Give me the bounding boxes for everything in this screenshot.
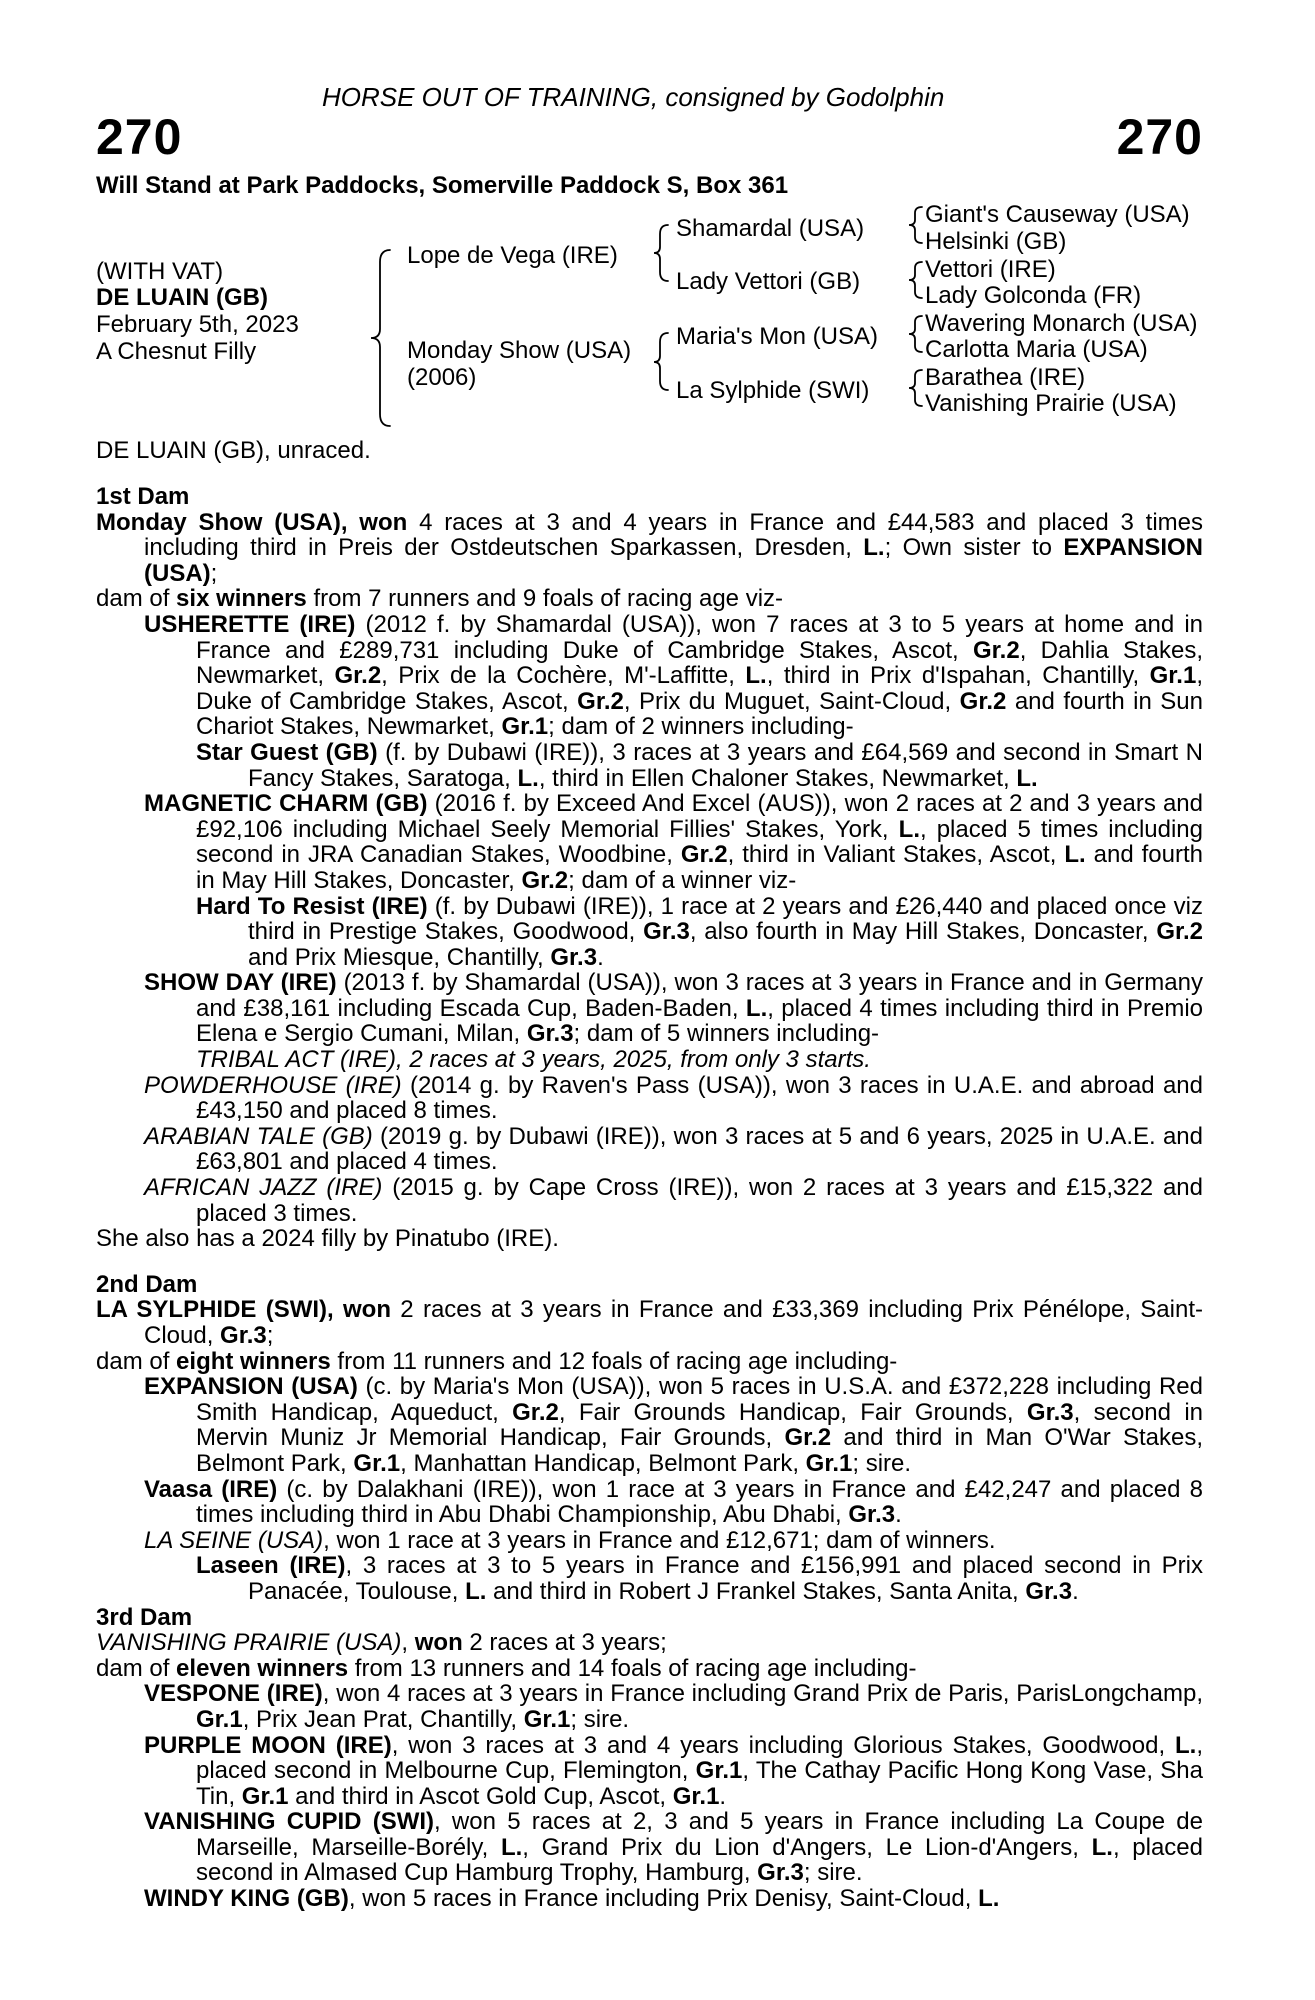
pedigree-dsd: Carlotta Maria (USA) <box>925 336 1148 363</box>
produce-vanishing-cupid: VANISHING CUPID (SWI), won 5 races at 2, 3 and 5 years in France including La Coupe de Marseille, Marseille-Borély, L., Grand Prix du Lion d'Angers, Le Lion-d'Angers, L., placed second in Almased Cup Hamburg Trophy, Hamburg, Gr.3; sire. <box>144 1808 1203 1887</box>
bracket-dam <box>654 333 668 390</box>
first-dam-note: She also has a 2024 filly by Pinatubo (IRE). <box>96 1225 559 1253</box>
produce-vespone: VESPONE (IRE), won 4 races at 3 years in France including Grand Prix de Paris, ParisLongchamp, Gr.1, Prix Jean Prat, Chantilly, Gr.1; sire. <box>144 1680 1203 1733</box>
produce-tribal-act: TRIBAL ACT (IRE), 2 races at 3 years, 2025, from only 3 starts. <box>196 1046 871 1074</box>
pedigree-ds: Maria's Mon (USA) <box>676 323 878 350</box>
produce-purple-moon: PURPLE MOON (IRE), won 3 races at 3 and 4 years including Glorious Stakes, Goodwood, L., placed second in Melbourne Cup, Flemington, Gr.1, The Cathay Pacific Hong Kong Vase, Sha Tin, Gr.1 and third in Ascot Gold Cup, Ascot, Gr.1. <box>144 1731 1204 1810</box>
produce-african-jazz: AFRICAN JAZZ (IRE) (2015 g. by Cape Cross (IRE)), won 2 races at 3 years and £15,322 and placed 3 times. <box>144 1174 1203 1227</box>
second-dam-summary: LA SYLPHIDE (SWI), won 2 races at 3 years in France and £33,369 including Prix Pénélope, Saint-Cloud, Gr.3; <box>96 1296 1203 1349</box>
produce-la-seine: LA SEINE (USA), won 1 race at 3 years in France and £12,671; dam of winners. <box>144 1526 996 1554</box>
third-dam-produce-intro: dam of eleven winners from 13 runners and 14 foals of racing age including- <box>96 1654 917 1682</box>
pedigree-dam: Monday Show (USA) <box>407 337 632 364</box>
lot-number-left: 270 <box>96 109 183 165</box>
produce-show-day: SHOW DAY (IRE) (2013 f. by Shamardal (USA)), won 3 races at 3 years in France and in Germany and £38,161 including Escada Cup, Baden-Baden, L., placed 4 times including third in Premio Elena e Sergio Cumani, Milan, Gr.3; dam of 5 winners including- <box>144 969 1203 1048</box>
horse-description: A Chesnut Filly <box>96 338 257 365</box>
bracket-dd <box>909 370 922 406</box>
produce-laseen: Laseen (IRE), 3 races at 3 to 5 years in France and £156,991 and placed second in Prix Panacée, Toulouse, L. and third in Robert J Frankel Stakes, Santa Anita, Gr.3. <box>196 1552 1203 1605</box>
third-dam-heading: 3rd Dam <box>96 1603 193 1631</box>
third-dam-summary: VANISHING PRAIRIE (USA), won 2 races at 3 years; <box>96 1629 667 1657</box>
first-dam-summary: Monday Show (USA), won 4 races at 3 and 4 years in France and £44,583 and placed 3 times including third in Preis der Ostdeutschen Sparkassen, Dresden, L.; Own sister to EXPANSION (USA); <box>96 508 1203 587</box>
produce-magnetic-charm: MAGNETIC CHARM (GB) (2016 f. by Exceed And Excel (AUS)), won 2 races at 2 and 3 years and £92,106 including Michael Seely Memorial Fillies' Stakes, York, L., placed 5 times including second in JRA Canadian Stakes, Woodbine, Gr.2, third in Valiant Stakes, Ascot, L. and fourth in May Hill Stakes, Doncaster, Gr.2; dam of a winner viz- <box>144 790 1204 894</box>
pedigree-sds: Vettori (IRE) <box>925 256 1056 283</box>
produce-hard-to-resist: Hard To Resist (IRE) (f. by Dubawi (IRE)), 1 race at 2 years and £26,440 and placed once viz third in Prestige Stakes, Goodwood, Gr.3, also fourth in May Hill Stakes, Doncaster, Gr.2 and Prix Miesque, Chantilly, Gr.3. <box>196 892 1204 971</box>
bracket-sd <box>909 262 922 298</box>
bracket-ss <box>909 207 922 243</box>
consignment-line: HORSE OUT OF TRAINING, consigned by Godolphin <box>322 82 945 112</box>
bracket-sire <box>654 225 668 281</box>
horse-dob: February 5th, 2023 <box>96 311 299 338</box>
second-dam-heading: 2nd Dam <box>96 1270 198 1298</box>
bracket-ds <box>909 316 922 352</box>
pedigree-dam-year: (2006) <box>407 364 477 391</box>
produce-vaasa: Vaasa (IRE) (c. by Dalakhani (IRE)), won 1 race at 3 years in France and £42,247 and placed 8 times including third in Abu Dhabi Championship, Abu Dhabi, Gr.3. <box>144 1475 1204 1529</box>
pedigree-ddd: Vanishing Prairie (USA) <box>925 390 1177 417</box>
horse-name: DE LUAIN (GB) <box>96 284 268 311</box>
bracket-main <box>371 250 390 426</box>
pedigree-dds: Barathea (IRE) <box>925 364 1086 391</box>
pedigree-dd: La Sylphide (SWI) <box>676 377 870 404</box>
pedigree-ss: Shamardal (USA) <box>676 215 865 242</box>
pedigree-ssd: Helsinki (GB) <box>925 228 1067 255</box>
vat-note: (WITH VAT) <box>96 258 224 285</box>
first-dam-produce-intro: dam of six winners from 7 runners and 9 foals of racing age viz- <box>96 585 784 613</box>
second-dam-produce-intro: dam of eight winners from 11 runners and 12 foals of racing age including- <box>96 1347 898 1375</box>
pedigree-dss: Wavering Monarch (USA) <box>925 310 1198 337</box>
catalogue-body <box>96 484 1203 1912</box>
stand-location: Will Stand at Park Paddocks, Somerville Paddock S, Box 361 <box>96 172 789 199</box>
first-dam-heading: 1st Dam <box>96 483 190 510</box>
produce-powderhouse: POWDERHOUSE (IRE) (2014 g. by Raven's Pass (USA)), won 3 races in U.A.E. and abroad and £43,150 and placed 8 times. <box>144 1071 1203 1125</box>
lot-number-right: 270 <box>1116 109 1203 165</box>
produce-arabian-tale: ARABIAN TALE (GB) (2019 g. by Dubawi (IRE)), won 3 races at 5 and 6 years, 2025 in U.A.E. and £63,801 and placed 4 times. <box>144 1122 1203 1176</box>
race-record: DE LUAIN (GB), unraced. <box>96 437 371 464</box>
pedigree-sss: Giant's Causeway (USA) <box>925 201 1190 228</box>
produce-expansion: EXPANSION (USA) (c. by Maria's Mon (USA)), won 5 races in U.S.A. and £372,228 including Red Smith Handicap, Aqueduct, Gr.2, Fair Grounds Handicap, Fair Grounds, Gr.3, second in Mervin Muniz Jr Memorial Handicap, Fair Grounds, Gr.2 and third in Man O'War Stakes, Belmont Park, Gr.1, Manhattan Handicap, Belmont Park, Gr.1; sire. <box>144 1373 1203 1477</box>
pedigree-sdd: Lady Golconda (FR) <box>925 282 1142 309</box>
produce-windy-king: WINDY KING (GB), won 5 races in France including Prix Denisy, Saint-Cloud, L. <box>144 1885 1000 1913</box>
pedigree-sire: Lope de Vega (IRE) <box>407 242 618 269</box>
produce-star-guest: Star Guest (GB) (f. by Dubawi (IRE)), 3 races at 3 years and £64,569 and second in Smart N Fancy Stakes, Saratoga, L., third in Ellen Chaloner Stakes, Newmarket, L. <box>196 738 1204 792</box>
produce-usherette: USHERETTE (IRE) (2012 f. by Shamardal (USA)), won 7 races at 3 to 5 years at home and in France and £289,731 including Duke of Cambridge Stakes, Ascot, Gr.2, Dahlia Stakes, Newmarket, Gr.2, Prix de la Cochère, M'-Laffitte, L., third in Prix d'Ispahan, Chantilly, Gr.1, Duke of Cambridge Stakes, Ascot, Gr.2, Prix du Muguet, Saint-Cloud, Gr.2 and fourth in Sun Chariot Stakes, Newmarket, Gr.1; dam of 2 winners including- <box>144 610 1204 741</box>
pedigree-sd: Lady Vettori (GB) <box>676 268 861 295</box>
